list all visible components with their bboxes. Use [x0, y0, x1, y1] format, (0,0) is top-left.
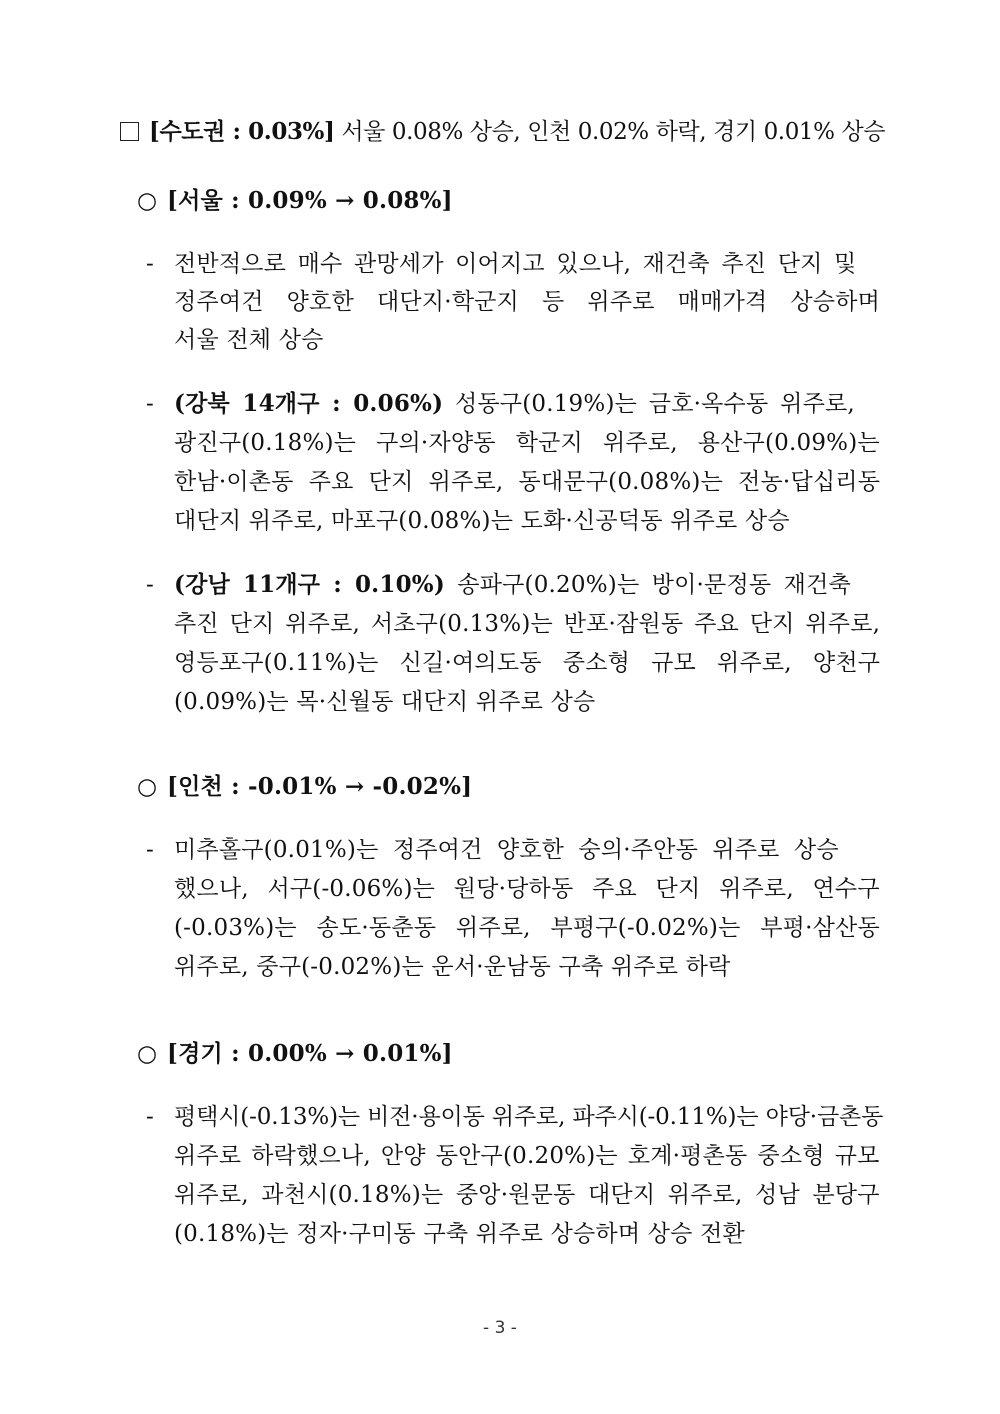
bullet-text: 성동구(0.19%)는 금호·옥수동 위주로,: [443, 391, 855, 417]
subsection-heading-seoul: [137, 186, 453, 216]
dash-bullet-icon: -: [146, 251, 154, 277]
subsection-heading-text: [서울 : 0.09% → 0.08%]: [167, 187, 453, 214]
bullet-line: [146, 1102, 884, 1132]
bullet-line: 위주로, 중구(-0.02%)는 운서·운남동 구축 위주로 하락: [174, 954, 731, 980]
dash-bullet-icon: -: [146, 1104, 154, 1130]
bullet-line: 했으나, 서구(-0.06%)는 원당·당하동 주요 단지 위주로, 연수구: [174, 876, 880, 902]
bullet-line: 정주여건 양호한 대단지·학군지 등 위주로 매매가격 상승하며: [174, 289, 881, 315]
bullet-line: [146, 389, 880, 419]
circle-bullet-icon: ○: [137, 1041, 158, 1067]
checkbox-square-icon: [120, 122, 139, 141]
bullet-line: 추진 단지 위주로, 서초구(0.13%)는 반포·잠원동 주요 단지 위주로,: [174, 611, 881, 637]
bullet-text: 전반적으로 매수 관망세가 이어지고 있으나, 재건축 추진 단지 및: [174, 251, 857, 277]
page-number: - 3 -: [483, 1318, 517, 1338]
bullet-line: (0.18%)는 정자·구미동 구축 위주로 상승하며 상승 전환: [174, 1221, 745, 1247]
bullet-text: 송파구(0.20%)는 방이·문정동 재건축: [444, 572, 851, 598]
bullet-line: [146, 249, 880, 279]
bullet-line: 위주로 하락했으나, 안양 동안구(0.20%)는 호계·평촌동 중소형 규모: [174, 1143, 880, 1169]
bullet-line: 대단지 위주로, 마포구(0.08%)는 도화·신공덕동 위주로 상승: [174, 508, 790, 534]
bullet-line: [146, 835, 880, 865]
bullet-text: 미추홀구(0.01%)는 정주여건 양호한 숭의·주안동 위주로 상승: [174, 837, 839, 863]
bullet-bold-label: (강남 11개구 : 0.10%): [174, 571, 445, 598]
bullet-line: (0.09%)는 목·신월동 대단지 위주로 상승: [174, 689, 596, 715]
section-heading-text: 서울 0.08% 상승, 인천 0.02% 하락, 경기 0.01% 상승: [334, 119, 886, 145]
bullet-line: 광진구(0.18%)는 구의·자양동 학군지 위주로, 용산구(0.09%)는: [174, 430, 880, 456]
subsection-heading-text: [경기 : 0.00% → 0.01%]: [167, 1040, 453, 1067]
bullet-line: 한남·이촌동 주요 단지 위주로, 동대문구(0.08%)는 전농·답십리동: [174, 469, 881, 495]
bullet-line: [146, 570, 880, 600]
circle-bullet-icon: ○: [137, 188, 158, 214]
circle-bullet-icon: ○: [137, 774, 158, 800]
subsection-heading-text: [인천 : -0.01% → -0.02%]: [167, 773, 473, 800]
subsection-heading-incheon: [137, 772, 472, 802]
bullet-text: 평택시(-0.13%)는 비전·용이동 위주로, 파주시(-0.11%)는 야당·금촌동: [174, 1104, 884, 1130]
subsection-heading-gyeonggi: [137, 1039, 453, 1069]
bullet-line: 위주로, 과천시(0.18%)는 중앙·원문동 대단지 위주로, 성남 분당구: [174, 1182, 880, 1208]
dash-bullet-icon: -: [146, 391, 154, 417]
dash-bullet-icon: -: [146, 572, 154, 598]
dash-bullet-icon: -: [146, 837, 154, 863]
bullet-line: (-0.03%)는 송도·동춘동 위주로, 부평구(-0.02%)는 부평·삼산동: [174, 915, 880, 941]
bullet-bold-label: (강북 14개구 : 0.06%): [174, 390, 444, 417]
bullet-line: 서울 전체 상승: [174, 327, 324, 353]
section-heading: [120, 117, 886, 147]
section-heading-bold: [수도권 : 0.03%]: [149, 118, 335, 145]
bullet-line: 영등포구(0.11%)는 신길·여의도동 중소형 규모 위주로, 양천구: [174, 650, 881, 676]
